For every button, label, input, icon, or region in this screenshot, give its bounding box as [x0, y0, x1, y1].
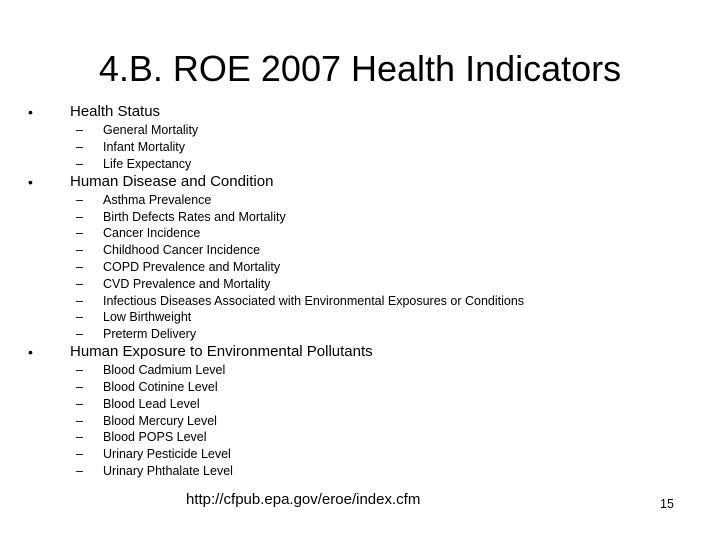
list-item-text: Blood POPS Level — [103, 430, 207, 444]
dash-icon: – — [76, 226, 83, 240]
source-url[interactable]: http://cfpub.epa.gov/eroe/index.cfm — [186, 491, 421, 508]
list-item-text: COPD Prevalence and Mortality — [103, 260, 281, 274]
dash-icon: – — [76, 430, 83, 444]
list-item-text: Urinary Phthalate Level — [103, 464, 233, 478]
section-heading-text: Human Disease and Condition — [70, 173, 274, 190]
list-item-text: Blood Mercury Level — [103, 414, 217, 428]
slide-number: 15 — [660, 497, 674, 511]
dash-icon: – — [76, 310, 83, 324]
list-item-text: Urinary Pesticide Level — [103, 447, 231, 461]
dash-icon: – — [76, 447, 83, 461]
list-item-text: Blood Cotinine Level — [103, 380, 218, 394]
slide-title: 4.B. ROE 2007 Health Indicators — [98, 48, 622, 89]
list-item-text: Infectious Diseases Associated with Environmental Exposures or Conditions — [103, 294, 525, 308]
list-item-text: General Mortality — [103, 123, 199, 137]
dash-icon: – — [76, 193, 83, 207]
dash-icon: – — [76, 243, 83, 257]
dash-icon: – — [76, 277, 83, 291]
bullet-icon: • — [28, 104, 33, 120]
list-item-text: Life Expectancy — [103, 157, 192, 171]
list-item-text: Blood Cadmium Level — [103, 363, 226, 377]
dash-icon: – — [76, 157, 83, 171]
dash-icon: – — [76, 294, 83, 308]
dash-icon: – — [76, 210, 83, 224]
list-item-text: Birth Defects Rates and Mortality — [103, 210, 286, 224]
list-item-text: Asthma Prevalence — [103, 193, 212, 207]
list-item-text: Low Birthweight — [103, 310, 192, 324]
bullet-icon: • — [28, 344, 33, 360]
dash-icon: – — [76, 123, 83, 137]
section-heading-text: Human Exposure to Environmental Pollutants — [70, 343, 373, 360]
list-item-text: Cancer Incidence — [103, 226, 201, 240]
list-item-text: CVD Prevalence and Mortality — [103, 277, 271, 291]
dash-icon: – — [76, 363, 83, 377]
dash-icon: – — [76, 397, 83, 411]
bullet-icon: • — [28, 174, 33, 190]
dash-icon: – — [76, 414, 83, 428]
dash-icon: – — [76, 380, 83, 394]
dash-icon: – — [76, 464, 83, 478]
dash-icon: – — [76, 327, 83, 341]
section-heading-text: Health Status — [70, 103, 161, 120]
list-item-text: Preterm Delivery — [103, 327, 197, 341]
list-item-text: Childhood Cancer Incidence — [103, 243, 261, 257]
list-item-text: Blood Lead Level — [103, 397, 200, 411]
list-item-text: Infant Mortality — [103, 140, 185, 154]
dash-icon: – — [76, 260, 83, 274]
dash-icon: – — [76, 140, 83, 154]
